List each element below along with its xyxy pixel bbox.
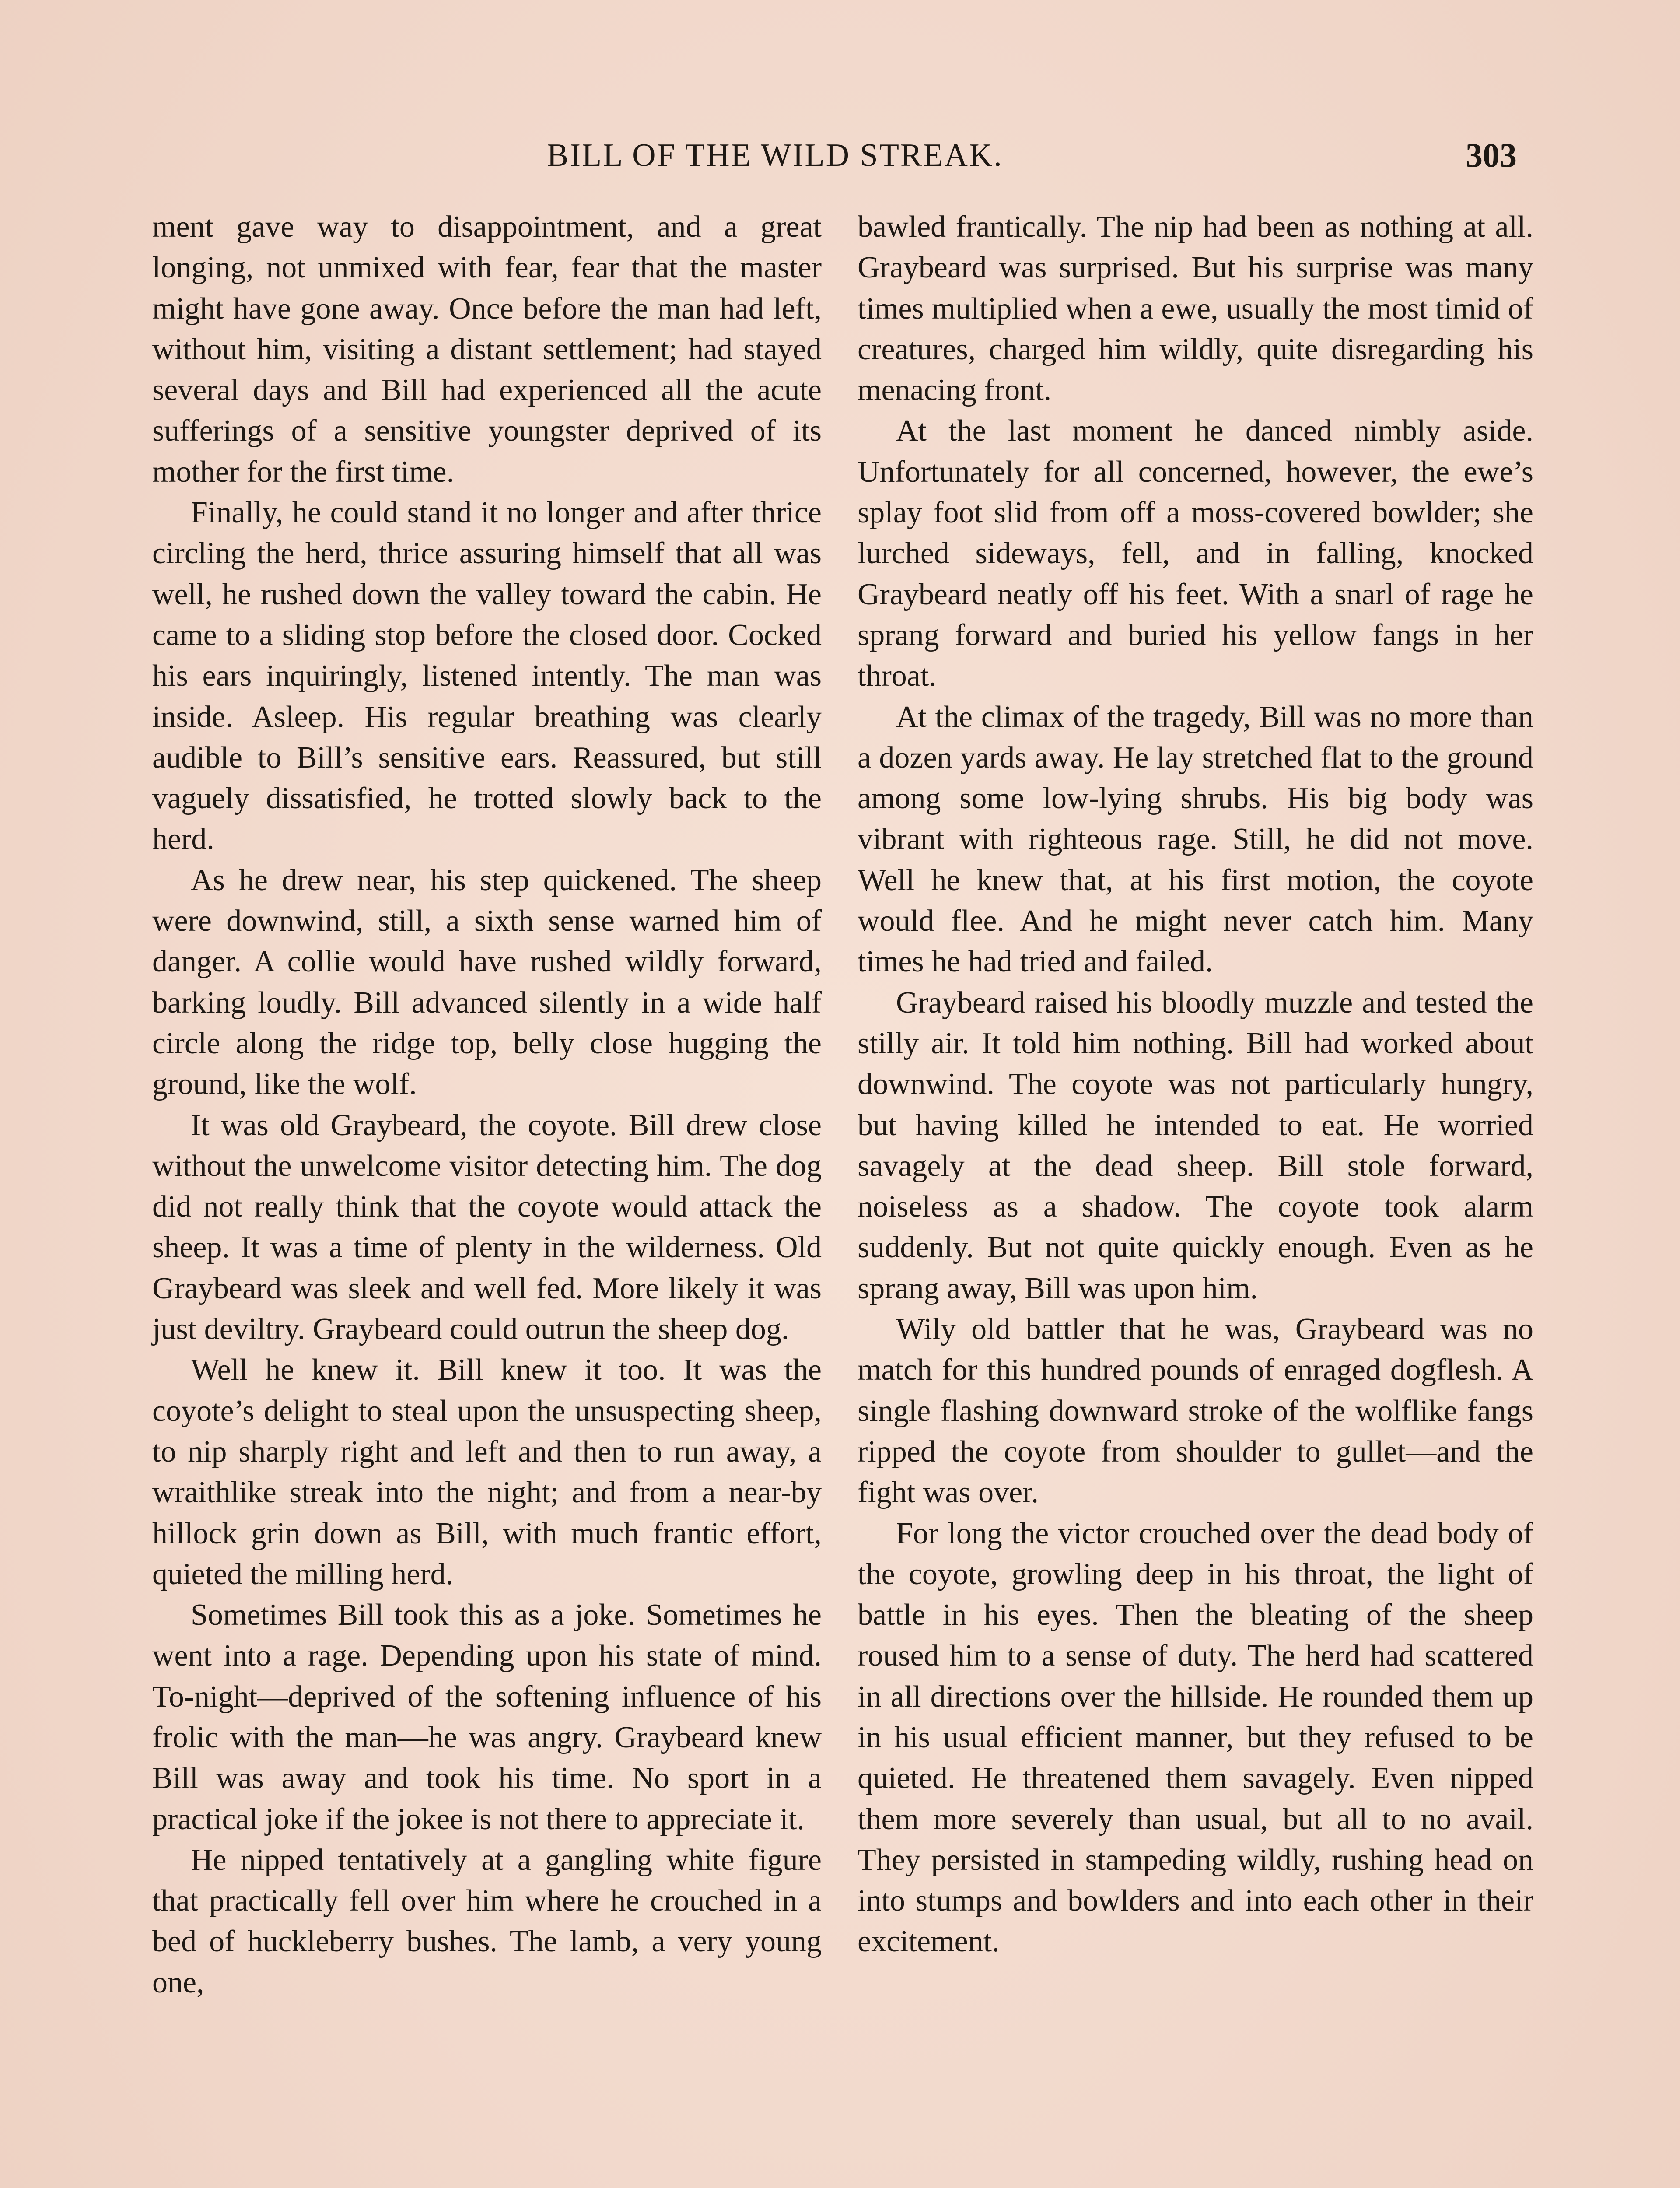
paragraph: bawled frantically. The nip had been as nothing at all. Graybeard was surprised. But his surprise was many times multiplied when a ewe, usually the most timid of creatures, charged him wildly, quite disregarding his menacing front.	[858, 210, 1533, 407]
paragraph: It was old Graybeard, the coyote. Bill drew close without the unwelcome visitor detecting him. The dog did not really think that the coyote would attack the sheep. It was a time of plenty in the wilderness. Old Graybeard was sleek and well fed. More likely it was just deviltry. Graybeard could outrun the sheep dog.	[152, 1108, 822, 1346]
page-header	[0, 131, 1680, 179]
paragraph: At the climax of the tragedy, Bill was no more than a dozen yards away. He lay stretched flat to the ground among some low-lying shrubs. His big body was vibrant with righteous rage. Still, he did not move. Well he knew that, at his first motion, the coyote would flee. And he might never catch him. Many times he had tried and failed.	[858, 700, 1533, 979]
paragraph: He nipped tentatively at a gangling white figure that practically fell over him where he crouched in a bed of huckleberry bushes. The lamb, a very young one,	[152, 1843, 822, 1999]
paragraph: Well he knew it. Bill knew it too. It was the coyote’s delight to steal upon the unsuspecting sheep, to nip sharply right and left and then to run away, a wraithlike streak into the night; and from a near-by hillock grin down as Bill, with much frantic effort, quieted the milling herd.	[152, 1353, 822, 1591]
right-column	[858, 207, 1533, 1962]
paragraph: As he drew near, his step quickened. The sheep were downwind, still, a sixth sense warned him of danger. A collie would have rushed wildly forward, barking loudly. Bill advanced silently in a wide half circle along the ridge top, belly close hugging the ground, like the wolf.	[152, 863, 822, 1101]
left-column	[152, 207, 822, 2003]
paragraph: ment gave way to disappointment, and a great longing, not unmixed with fear, fear that the master might have gone away. Once before the man had left, without him, visiting a distant settlement; had stayed several days and Bill had experienced all the acute sufferings of a sensitive youngster deprived of its mother for the first time.	[152, 210, 822, 489]
paragraph: For long the victor crouched over the dead body of the coyote, growling deep in his throat, the light of battle in his eyes. Then the bleating of the sheep roused him to a sense of duty. The herd had scattered in all directions over the hillside. He rounded them up in his usual efficient manner, but they refused to be quieted. He threatened them savagely. Even nipped them more severely than usual, but all to no avail. They persisted in stampeding wildly, rushing head on into stumps and bowlders and into each other in their excitement.	[858, 1516, 1533, 1959]
paragraph: At the last moment he danced nimbly aside. Unfortunately for all concerned, however, the ewe’s splay foot slid from off a moss-covered bowlder; she lurched sideways, fell, and in falling, knocked Graybeard neatly off his feet. With a snarl of rage he sprang forward and buried his yellow fangs in her throat.	[858, 414, 1533, 693]
running-title: BILL OF THE WILD STREAK.	[547, 137, 1003, 173]
paragraph: Wily old battler that he was, Graybeard was no match for this hundred pounds of enraged dogflesh. A single flashing downward stroke of the wolflike fangs ripped the coyote from shoulder to gullet—and the fight was over.	[858, 1312, 1533, 1510]
paragraph: Graybeard raised his bloodly muzzle and tested the stilly air. It told him nothing. Bill had worked about downwind. The coyote was not particularly hungry, but having killed he intended to eat. He worried savagely at the dead sheep. Bill stole forward, noiseless as a shadow. The coyote took alarm suddenly. But not quite quickly enough. Even as he sprang away, Bill was upon him.	[858, 985, 1533, 1305]
paragraph: Finally, he could stand it no longer and after thrice circling the herd, thrice assuring himself that all was well, he rushed down the valley toward the cabin. He came to a sliding stop before the closed door. Cocked his ears inquiringly, listened intently. The man was inside. Asleep. His regular breathing was clearly audible to Bill’s sensitive ears. Reassured, but still vaguely dissatisfied, he trotted slowly back to the herd.	[152, 496, 822, 856]
page-number: 303	[1466, 136, 1517, 174]
paragraph: Sometimes Bill took this as a joke. Sometimes he went into a rage. Depending upon his state of mind. To-night—deprived of the softening influence of his frolic with the man—he was angry. Graybeard knew Bill was away and took his time. No sport in a practical joke if the jokee is not there to appreciate it.	[152, 1598, 822, 1836]
